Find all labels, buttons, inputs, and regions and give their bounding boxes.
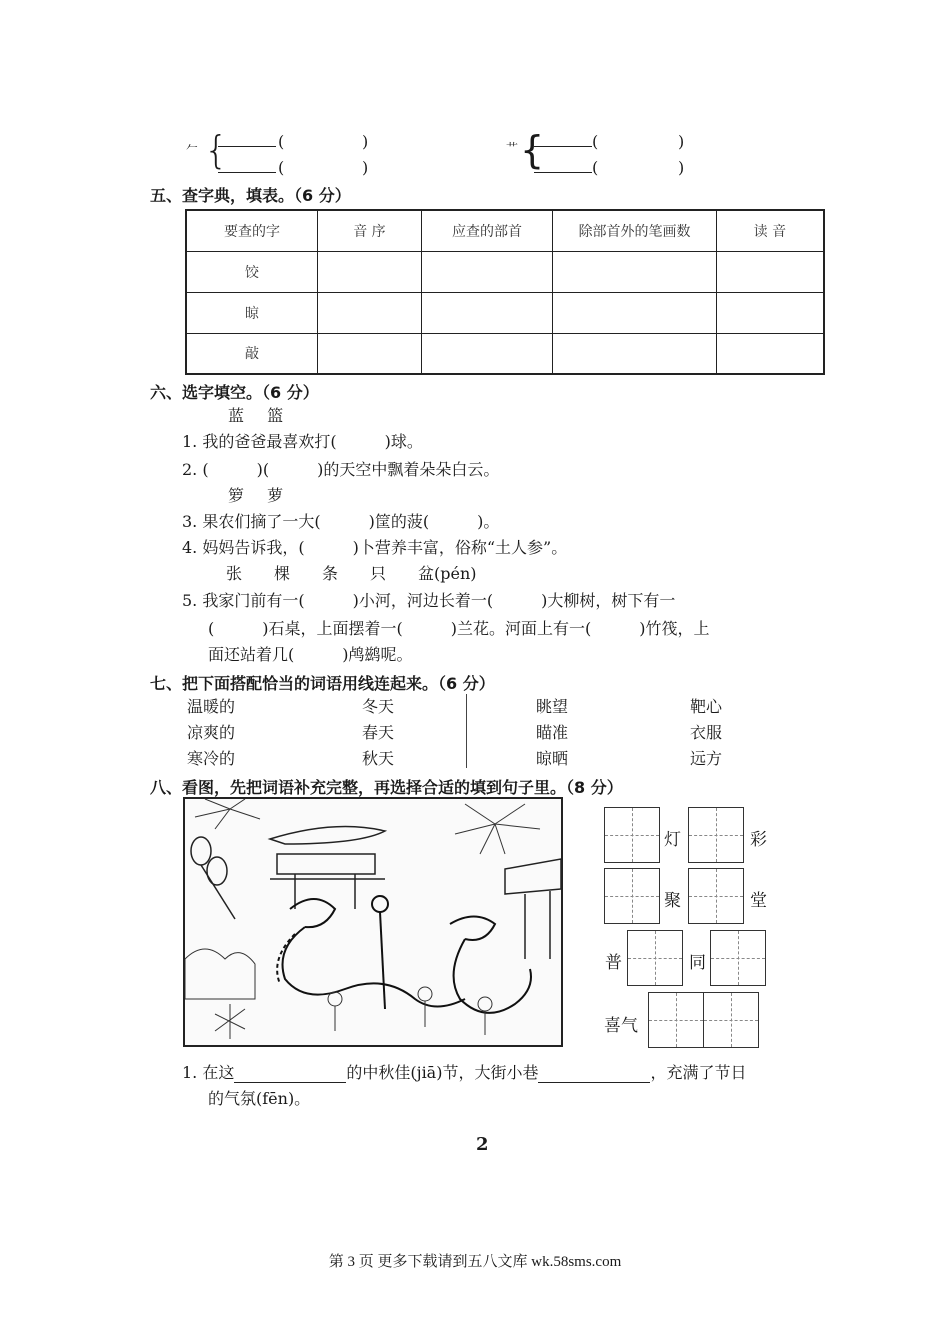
writing-grid[interactable]: [604, 868, 660, 924]
question-2: 2. ( )( )的天空中飘着朵朵白云。: [182, 460, 500, 479]
dragon-right: [450, 917, 531, 1013]
fill-sentence-1: [182, 1063, 746, 1083]
sentence-part: 的中秋佳(jiā)节，大街小巷: [346, 1063, 539, 1082]
blank-line: [534, 146, 592, 147]
question-4: 4. 妈妈告诉我，( )卜营养丰富，俗称“土人参”。: [182, 538, 568, 557]
char-deng: 灯: [664, 830, 681, 850]
pavilion: [270, 827, 385, 910]
answer-blank[interactable]: [538, 1067, 650, 1083]
match-word[interactable]: 远方: [690, 749, 723, 768]
char-ju: 聚: [664, 891, 681, 911]
footer-text: 第 3 页 更多下载请到五八文库 wk.58sms.com: [328, 1254, 622, 1270]
dictionary-table: [185, 209, 825, 375]
paren-close: ): [362, 132, 369, 151]
match-word[interactable]: 凉爽的: [187, 723, 236, 742]
question-1: 1. 我的爸爸最喜欢打( )球。: [182, 432, 423, 451]
paren-close: ): [362, 158, 369, 177]
question-3: 3. 果农们摘了一大( )筐的菠( )。: [182, 512, 500, 531]
right-bracket-group: [506, 130, 706, 178]
match-word[interactable]: 瞄准: [536, 723, 569, 742]
writing-grid[interactable]: [627, 930, 683, 986]
firework-right: [455, 804, 540, 854]
paren-close: ): [678, 158, 685, 177]
answer-blank[interactable]: [234, 1067, 346, 1083]
left-bracket-group: [186, 130, 386, 178]
char-tang: 堂: [750, 891, 767, 911]
match-word[interactable]: 秋天: [362, 749, 395, 768]
section7-title: 七、把下面搭配恰当的词语用线连起来。（6 分）: [150, 674, 495, 693]
answer-cell[interactable]: [318, 251, 422, 292]
table-row: [186, 292, 824, 333]
answer-cell[interactable]: [421, 251, 553, 292]
table-row: [186, 333, 824, 374]
paren-open: (: [592, 132, 599, 151]
question-5-line1: 5. 我家门前有一( )小河，河边长着一( )大柳树，树下有一: [182, 591, 676, 610]
match-word[interactable]: 眺望: [536, 697, 569, 716]
writing-grid[interactable]: [688, 868, 744, 924]
blank-line: [218, 146, 276, 147]
right-radical: 艹: [506, 141, 519, 155]
section8-title: 八、看图，先把词语补充完整，再选择合适的填到句子里。（8 分）: [150, 778, 623, 797]
char-choices: 张 棵 条 只 盆(pén): [226, 564, 477, 583]
writing-grid[interactable]: [710, 930, 766, 986]
header-cell: 除部首外的笔画数: [553, 210, 716, 251]
writing-grid[interactable]: [703, 992, 759, 1048]
char-tong: 同: [689, 953, 706, 973]
left-brace: {: [204, 128, 229, 172]
dragon-left: [277, 896, 465, 1009]
dragon-dance-illustration: [183, 797, 563, 1047]
lantern: [191, 837, 235, 919]
char-choices: 蓝 篮: [228, 406, 284, 425]
firework-left: [195, 799, 260, 829]
match-word[interactable]: 靶心: [690, 697, 723, 716]
answer-cell[interactable]: [318, 292, 422, 333]
answer-cell[interactable]: [421, 333, 553, 374]
match-word[interactable]: 衣服: [690, 723, 723, 742]
answer-cell[interactable]: [553, 292, 716, 333]
section6-title: 六、选字填空。（6 分）: [150, 383, 319, 402]
paren-open: (: [592, 158, 599, 177]
blank-line: [218, 172, 276, 173]
page-number: 2: [476, 1134, 489, 1155]
header-cell: 音 序: [318, 210, 422, 251]
answer-cell[interactable]: [716, 251, 824, 292]
sentence-part: ，充满了节日: [650, 1063, 747, 1082]
header-cell: 要查的字: [186, 210, 318, 251]
writing-grid[interactable]: [688, 807, 744, 863]
writing-grid[interactable]: [648, 992, 704, 1048]
match-column-2: [362, 694, 394, 772]
illustration-svg: [185, 799, 561, 1045]
char-pu: 普: [605, 953, 622, 973]
answer-cell[interactable]: [318, 333, 422, 374]
fill-sentence-1-line2: 的气氛(fēn)。: [208, 1089, 311, 1108]
section5-title: 五、查字典，填表。（6 分）: [150, 186, 351, 205]
header-cell: 读 音: [716, 210, 824, 251]
answer-cell[interactable]: [421, 292, 553, 333]
paren-open: (: [278, 132, 285, 151]
char-choices: 箩 萝: [228, 486, 284, 505]
match-column-4: [690, 694, 722, 772]
match-word[interactable]: 春天: [362, 723, 395, 742]
question-5-line2: ( )石桌，上面摆着一( )兰花。河面上有一( )竹筏，上: [208, 619, 710, 638]
char-cell: 晾: [186, 292, 318, 333]
question-5-line3: 面还站着几( )鸬鹚呢。: [208, 645, 413, 664]
answer-cell[interactable]: [553, 251, 716, 292]
header-cell: 应查的部首: [421, 210, 553, 251]
blank-line: [534, 172, 592, 173]
sentence-part: 1. 在这: [182, 1063, 235, 1082]
left-radical: 𠂉: [186, 141, 199, 155]
char-cell: 敲: [186, 333, 318, 374]
char-cai: 彩: [750, 830, 767, 850]
match-word[interactable]: 温暖的: [187, 697, 236, 716]
table-header-row: [186, 210, 824, 251]
match-column-3: [536, 694, 568, 772]
match-column-1: [187, 694, 235, 772]
table-row: [186, 251, 824, 292]
match-word[interactable]: 冬天: [362, 697, 395, 716]
writing-grid[interactable]: [604, 807, 660, 863]
char-cell: 饺: [186, 251, 318, 292]
paren-open: (: [278, 158, 285, 177]
column-divider: [466, 694, 467, 768]
match-word[interactable]: 寒冷的: [187, 749, 236, 768]
answer-cell[interactable]: [553, 333, 716, 374]
right-brace: {: [520, 128, 545, 172]
building-right: [505, 859, 561, 959]
match-word[interactable]: 晾晒: [536, 749, 569, 768]
answer-cell[interactable]: [716, 292, 824, 333]
sparkle: [215, 1004, 245, 1039]
word-xiqi: 喜气: [604, 1016, 638, 1036]
paren-close: ): [678, 132, 685, 151]
answer-cell[interactable]: [716, 333, 824, 374]
